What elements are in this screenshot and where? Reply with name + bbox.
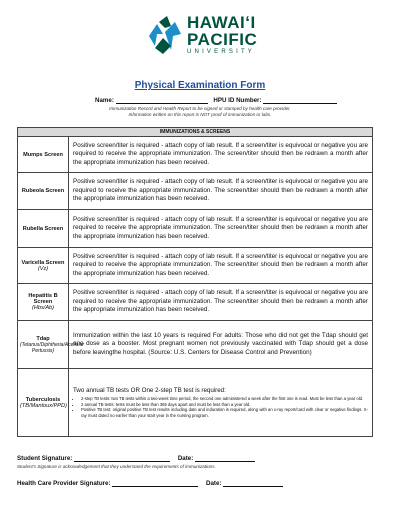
hpu-id-label: HPU ID Number: [213,97,262,104]
tb-requirements-list [73,396,368,418]
table-row-rubella [18,210,373,248]
row-description: Positive screen/titer is required - attach copy of lab result. If a screen/titer is equivocal or negative you are required to receive the appropriate immunization. The screen/titer should then be redrawn a month after the appropriate immunization has been received. [69,284,373,321]
logo-line-1: HAWAIʻI [187,13,256,32]
university-logo [147,14,287,60]
logo-line-2: PACIFIC [187,30,258,49]
table-row-varicella [18,248,373,284]
row-description: Immunization within the last 10 years is required For adults: Those who did not get the Tdap should get one dose as a booster. Most pregnant women not previously vaccinated with Tdap should get a dose before leavingthe hospital. (Source: U.S. Centers for Disease Control and Prevention) [69,321,373,369]
provider-signature-field[interactable] [112,480,198,487]
table-row-rubeola [18,173,373,210]
name-field[interactable] [116,97,208,104]
row-label: Rubella Screen [18,210,69,248]
hpu-logo-mark-icon [147,16,183,54]
note-line-1: Immunization Record and Health Report to be signed or stamped by health care provider. [109,106,291,111]
row-label: Tdap (Tetanus/Diphtheria/Acellular Pertussis) [18,321,69,369]
provider-date-field[interactable] [223,480,283,487]
hpu-id-field[interactable] [263,97,337,104]
student-signature-note: Student's Signature is acknowledgement that they understand the requirements of immunizations. [17,464,216,469]
row-label: Tuberculosis (TB/Mantoux/PPD) [18,369,69,437]
row-label: Mumps Screen [18,137,69,173]
list-item: • 2 annual TB tests: tests must be less than 365 days apart and must be less than a year old. [81,402,368,407]
row-description: Positive screen/titer is required - attach copy of lab result. If a screen/titer is equivocal or negative you are required to receive the appropriate immunization. The screen/titer should then be redrawn a month after the appropriate immunization has been received. [69,173,373,210]
student-signature-field[interactable] [74,455,170,462]
row-label: Rubeola Screen [18,173,69,210]
logo-line-3: UNIVERSITY [187,49,256,55]
name-label: Name: [95,97,114,104]
date-label: Date: [177,455,194,462]
list-item: • 2-step TB tests: two TB tests within a two-week time period, the second one administered a week after the first one is read. Must be less than a year old. [81,396,368,401]
row-label: Varicella Screen (Vz) [18,248,69,284]
student-date-field[interactable] [195,455,255,462]
row-description: Positive screen/titer is required - attach copy of lab result. If a screen/titer is equivocal or negative you are required to receive the appropriate immunization. The screen/titer should then be redrawn a month after the appropriate immunization has been received. [69,137,373,173]
list-item: • Positive TB test: original positive TB test results including date and induration is required, along with an x-ray report/card with clear or negative findings. X-ray must dated no earlier than your start year in the nursing program. [81,407,368,418]
form-note [0,106,400,118]
row-description [69,369,373,437]
table-row-hepatitis-b [18,284,373,321]
immunizations-table [17,127,373,437]
table-row-mumps [18,137,373,173]
table-row-tuberculosis [18,369,373,437]
row-label: Hepatitis B Screen (Hbs/Ab) [18,284,69,321]
student-signature-line [17,455,255,462]
row-description: Positive screen/titer is required - attach copy of lab result. If a screen/titer is equivocal or negative you are required to receive the appropriate immunization. The screen/titer should then be redrawn a month after the appropriate immunization has been received. [69,210,373,248]
date-label: Date: [206,480,222,487]
provider-signature-label: Health Care Provider Signature: [17,480,111,487]
student-signature-label: Student Signature: [17,455,73,462]
name-id-line [95,97,337,104]
form-title: Physical Examination Form [134,80,266,91]
table-header: IMMUNIZATIONS & SCREENS [18,128,373,137]
table-row-tdap [18,321,373,369]
tb-intro: Two annual TB tests OR One 2-step TB test is required: [73,386,226,394]
note-line-2: Information written on this report is NOT proof of immunization or labs. [128,112,272,117]
provider-signature-line [17,480,283,487]
row-description: Positive screen/titer is required - attach copy of lab result. If a screen/titer is equivocal or negative you are required to receive the appropriate immunization. The screen/titer should then be redrawn a month after the appropriate immunization has been received. [69,248,373,284]
